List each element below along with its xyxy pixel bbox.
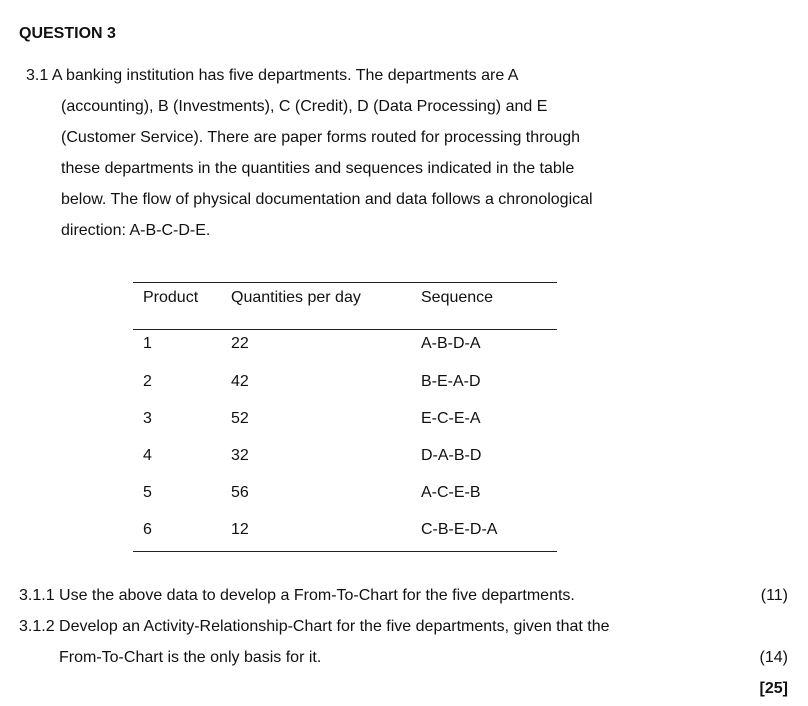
header-quantities: Quantities per day bbox=[231, 283, 421, 330]
cell-sequence: C-B-E-D-A bbox=[421, 515, 557, 552]
cell-sequence: A-C-E-B bbox=[421, 483, 481, 501]
cell-product: 3 bbox=[143, 409, 152, 427]
cell-sequence: B-E-A-D bbox=[421, 372, 481, 390]
intro-number: 3.1 bbox=[26, 67, 49, 84]
intro-line-3: (Customer Service). There are paper forms routed for processing through bbox=[61, 129, 581, 146]
intro-text-1: A banking institution has five departments. The departments are A bbox=[51, 67, 519, 84]
subquestion-312-text-cont: From-To-Chart is the only basis for it. bbox=[59, 649, 322, 666]
subquestion-312-marks: (14) bbox=[759, 649, 788, 666]
cell-product: 1 bbox=[143, 335, 152, 352]
intro-line-6: direction: A-B-C-D-E. bbox=[61, 222, 211, 239]
subquestion-311-marks: (11) bbox=[760, 587, 788, 604]
header-product: Product bbox=[133, 283, 231, 330]
cell-sequence: E-C-E-A bbox=[421, 409, 481, 427]
cell-quantity: 42 bbox=[231, 372, 249, 390]
table-row bbox=[133, 404, 557, 441]
cell-quantity: 52 bbox=[231, 409, 249, 427]
cell-quantity: 12 bbox=[231, 515, 421, 552]
intro-line-4: these departments in the quantities and sequences indicated in the table bbox=[61, 160, 575, 177]
intro-line-1 bbox=[26, 66, 518, 86]
table-row bbox=[133, 515, 557, 552]
cell-quantity: 32 bbox=[231, 446, 249, 464]
cell-product: 6 bbox=[133, 515, 231, 552]
table-row bbox=[133, 330, 557, 367]
table-row bbox=[133, 478, 557, 515]
intro-line-5: below. The flow of physical documentation and data follows a chronological bbox=[61, 191, 593, 208]
cell-product: 5 bbox=[143, 483, 152, 501]
cell-product: 4 bbox=[143, 446, 152, 464]
cell-product: 2 bbox=[143, 372, 152, 390]
subquestion-311-text: 3.1.1 Use the above data to develop a From-To-Chart for the five departments. bbox=[19, 587, 575, 604]
table-header-row bbox=[133, 283, 557, 330]
cell-quantity: 22 bbox=[231, 335, 249, 352]
cell-sequence: A-B-D-A bbox=[421, 335, 481, 352]
cell-quantity: 56 bbox=[231, 483, 249, 501]
total-marks: [25] bbox=[759, 680, 788, 697]
table-row bbox=[133, 441, 557, 478]
subquestion-312-text: 3.1.2 Develop an Activity-Relationship-Chart for the five departments, given that the bbox=[19, 618, 610, 635]
table-row bbox=[133, 367, 557, 404]
intro-line-2: (accounting), B (Investments), C (Credit), D (Data Processing) and E bbox=[61, 98, 548, 115]
header-sequence: Sequence bbox=[421, 283, 557, 330]
product-table bbox=[133, 282, 557, 552]
question-heading: QUESTION 3 bbox=[19, 25, 116, 42]
cell-sequence: D-A-B-D bbox=[421, 446, 482, 464]
